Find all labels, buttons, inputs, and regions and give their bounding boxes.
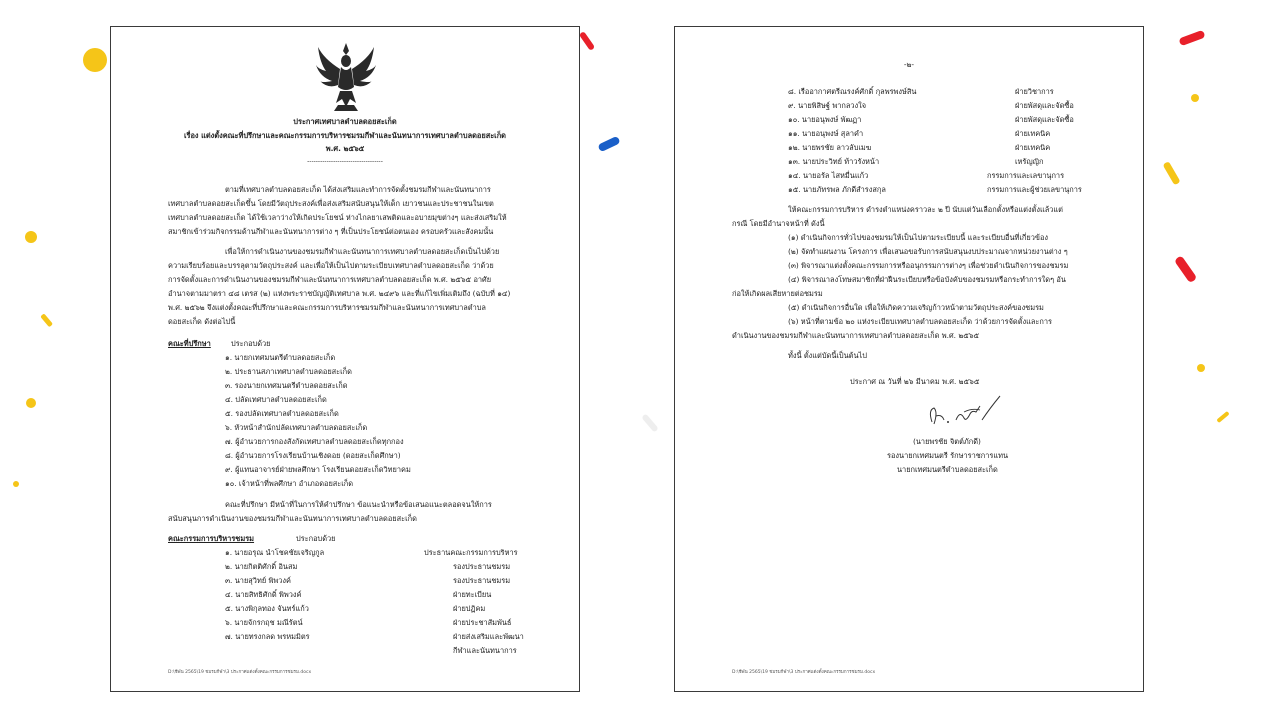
advisor-item: ๕. รองปลัดเทศบาลตำบลดอยสะเก็ด — [225, 409, 339, 418]
committee-member-name: ๗. นายทรงกลด พรหมมิตร — [225, 632, 310, 641]
advisor-item: ๑. นายกเทศมนตรีตำบลดอยสะเก็ด — [225, 353, 336, 362]
document-page-2 — [674, 26, 1144, 692]
separator-line: ----------------------------------- — [307, 158, 383, 165]
paragraph2-line: ดอยสะเก็ด ดังต่อไปนี้ — [168, 317, 236, 326]
committee-member-role-continued: กีฬาและนันทนาการ — [453, 646, 517, 655]
committee-member-name: ๑๒. นายพรชัย ลาวลับเมฆ — [788, 143, 872, 152]
advisor-item: ๘. ผู้อำนวยการโรงเรียนบ้านเชิงดอย (ดอยสะเก็ดศึกษา) — [225, 451, 401, 460]
committee-member-role: กรรมการและเลขานุการ — [987, 171, 1065, 180]
file-path-footer: D:\ชีฬน 2565\19 ชมรมกีฬา\3 ประกาศแต่งตั้งคณะกรรมการชมรม.docx — [732, 670, 876, 675]
advisor-item: ๔. ปลัดเทศบาลตำบลดอยสะเก็ด — [225, 395, 327, 404]
paragraph2-line: อำนาจตามมาตรา ๔๘ เตรส (๒) แห่งพระราชบัญญัติเทศบาล พ.ศ. ๒๔๙๖ และที่แก้ไขเพิ่มเติมถึง (ฉบับที่ ๑๔) — [168, 289, 511, 298]
advisors-duty-line: สนับสนุนการดำเนินงานของชมรมกีฬาและนันทนาการเทศบาลตำบลดอยสะเก็ด — [168, 514, 417, 523]
duty-item: (๖) หน้าที่ตามข้อ ๒๐ แห่งระเบียบเทศบาลตำบลดอยสะเก็ด ว่าด้วยการจัดตั้งและการ — [788, 317, 1052, 326]
committee-member-role: กรรมการและผู้ช่วยเลขานุการ — [987, 185, 1082, 194]
paragraph2-line: เพื่อให้การดำเนินงานของชมรมกีฬาและนันทนาการเทศบาลตำบลดอยสะเก็ดเป็นไปด้วย — [225, 247, 500, 256]
committee-member-role: ฝ่ายปฏิคม — [453, 604, 486, 613]
term-paragraph-line: ให้คณะกรรมการบริหาร ดำรงตำแหน่งคราวละ ๒ ปี นับแต่วันเลือกตั้งหรือแต่งตั้งแล้วแต่ — [788, 205, 1063, 214]
committee-member-role: รองประธานชมรม — [453, 576, 511, 585]
committee-member-role: ฝ่ายวิชาการ — [1015, 87, 1054, 96]
committee-member-name: ๑๔. นายอรัล ไสหมื่นแก้ว — [788, 171, 869, 180]
committee-member-role: เหรัญญิก — [1015, 157, 1044, 166]
committee-member-role: ฝ่ายพัสดุและจัดซื้อ — [1015, 115, 1074, 124]
paragraph2-line: การจัดตั้งและการดำเนินงานของชมรมกีฬาและนันทนาการเทศบาลตำบลดอยสะเก็ด พ.ศ. ๒๕๖๕ อาศัย — [168, 275, 492, 284]
paragraph1-line: สมาชิกเข้าร่วมกิจกรรมด้านกีฬาและนันทนาการต่าง ๆ ที่เป็นประโยชน์ต่อตนเอง ครอบครัวและสังคมนั้น — [168, 227, 494, 236]
duty-item: (๑) ดำเนินกิจการทั่วไปของชมรมให้เป็นไปตามระเบียบนี้ และระเบียบอื่นที่เกี่ยวข้อง — [788, 233, 1048, 242]
committee-member-name: ๒. นายกิตติศักดิ์ อินสม — [225, 562, 298, 571]
effective-statement: ทั้งนี้ ตั้งแต่บัดนี้เป็นต้นไป — [788, 351, 867, 360]
committee-member-name: ๕. นางพิกุลทอง จันทร์แก้ว — [225, 604, 309, 613]
committee-member-role: ฝ่ายเทคนิค — [1015, 129, 1051, 138]
advisor-item: ๓. รองนายกเทศมนตรีตำบลดอยสะเก็ด — [225, 381, 348, 390]
committee-member-name: ๘. เรืออากาศตรีณรงค์ศักดิ์ กุลพรพงษ์สิน — [788, 87, 917, 96]
committee-heading: คณะกรรมการบริหารชมรม — [168, 534, 255, 543]
paragraph2-line: พ.ศ. ๒๕๖๒ จึงแต่งตั้งคณะที่ปรึกษาและคณะกรรมการบริหารชมรมกีฬาและนันทนาการเทศบาลตำบล — [168, 303, 486, 312]
announcement-date: ประกาศ ณ วันที่ ๒๖ มีนาคม พ.ศ. ๒๕๖๕ — [850, 377, 980, 386]
advisor-item: ๒. ประธานสภาเทศบาลตำบลดอยสะเก็ด — [225, 367, 352, 376]
document-page-1 — [110, 26, 580, 692]
committee-member-name: ๑๓. นายประวิทย์ ท้าวรังหน้า — [788, 157, 880, 166]
advisor-item: ๑๐. เจ้าหน้าที่พลศึกษา อำเภอดอยสะเก็ด — [225, 479, 354, 488]
committee-intro: ประกอบด้วย — [296, 534, 336, 543]
advisor-item: ๖. หัวหน้าสำนักปลัดเทศบาลตำบลดอยสะเก็ด — [225, 423, 368, 432]
duty-item: ก่อให้เกิดผลเสียหายต่อชมรม — [732, 289, 823, 298]
committee-member-name: ๑๑. นายอนุพงษ์ สุลาคำ — [788, 129, 864, 138]
committee-member-role: รองประธานชมรม — [453, 562, 511, 571]
paragraph2-line: ความเรียบร้อยและบรรลุตามวัตถุประสงค์ และเพื่อให้เป็นไปตามระเบียบเทศบาลตำบลดอยสะเก็ด ว่าด้วย — [168, 261, 494, 270]
committee-member-name: ๔. นายสิทธิศักดิ์ พิพวงค์ — [225, 590, 302, 599]
advisor-item: ๙. ผู้แทนอาจารย์ฝ่ายพลศึกษา โรงเรียนดอยสะเก็ดวิทยาคม — [225, 465, 411, 474]
duty-item: (๒) จัดทำแผนงาน โครงการ เพื่อเสนอขอรับการสนับสนุนงบประมาณจากหน่วยงานต่าง ๆ — [788, 247, 1068, 256]
announcement-subject: เรื่อง แต่งตั้งคณะที่ปรึกษาและคณะกรรมการบริหารชมรมกีฬาและนันทนาการเทศบาลตำบลดอยสะเก็ด — [184, 131, 506, 140]
announcement-title: ประกาศเทศบาลตำบลดอยสะเก็ด — [293, 117, 397, 126]
duty-item: (๔) พิจารณาลงโทษสมาชิกที่ฝ่าฝืนระเบียบหรือข้อบังคับของชมรมหรือกระทำการใดๆ อัน — [788, 275, 1066, 284]
signer-title-line: นายกเทศมนตรีตำบลดอยสะเก็ด — [897, 465, 998, 474]
paragraph1-line: เทศบาลตำบลดอยสะเก็ดขึ้น โดยมีวัตถุประสงค์เพื่อส่งเสริมสนับสนุนให้เด็ก เยาวชนและประชาชนในเขต — [168, 199, 494, 208]
committee-member-name: ๖. นายจักรกฤช มณีรัตน์ — [225, 618, 303, 627]
signer-title-line: รองนายกเทศมนตรี รักษาราชการแทน — [887, 451, 1009, 460]
duty-item: ดำเนินงานของชมรมกีฬาและนันทนาการเทศบาลตำบลดอยสะเก็ด พ.ศ. ๒๕๖๕ — [732, 331, 980, 340]
announcement-year: พ.ศ. ๒๕๖๕ — [325, 144, 365, 153]
handwritten-signature — [920, 392, 1010, 432]
duty-item: (๓) พิจารณาแต่งตั้งคณะกรรมการหรืออนุกรรมการต่างๆ เพื่อช่วยดำเนินกิจการของชมรม — [788, 261, 1069, 270]
committee-member-name: ๑๕. นายภัทรพล ภักดีสำรงสกุล — [788, 185, 886, 194]
advisors-duty-line: คณะที่ปรึกษา มีหน้าที่ในการให้คำปรึกษา ข้อแนะนำหรือข้อเสนอแนะตลอดจนให้การ — [225, 500, 492, 509]
term-paragraph-line: กรณี โดยมีอำนาจหน้าที่ ดังนี้ — [732, 219, 825, 228]
committee-member-role: ฝ่ายพัสดุและจัดซื้อ — [1015, 101, 1074, 110]
duty-item: (๕) ดำเนินกิจการอื่นใด เพื่อให้เกิดความเจริญก้าวหน้าตามวัตถุประสงค์ของชมรม — [788, 303, 1044, 312]
committee-member-role: ฝ่ายส่งเสริมและพัฒนา — [453, 632, 524, 641]
file-path-footer: D:\ชีฬน 2565\19 ชมรมกีฬา\3 ประกาศแต่งตั้งคณะกรรมการชมรม.docx — [168, 670, 312, 675]
advisor-item: ๗. ผู้อำนวยการกองสังกัดเทศบาลตำบลดอยสะเก็ดทุกกอง — [225, 437, 404, 446]
committee-member-role: ประธานคณะกรรมการบริหาร — [424, 548, 518, 557]
committee-member-role: ฝ่ายทะเบียน — [453, 590, 492, 599]
committee-member-name: ๑. นายอรุณ นำโชคชัยเจริญกูล — [225, 548, 325, 557]
advisors-heading: คณะที่ปรึกษา — [168, 339, 211, 348]
signer-name: (นายพรชัย จิตต์ภักดี) — [913, 437, 981, 446]
committee-member-role: ฝ่ายประชาสัมพันธ์ — [453, 618, 512, 627]
paragraph1-line: ตามที่เทศบาลตำบลดอยสะเก็ด ได้ส่งเสริมและทำการจัดตั้งชมรมกีฬาและนันทนาการ — [225, 185, 491, 194]
advisors-intro: ประกอบด้วย — [231, 339, 271, 348]
page-number: -๒- — [903, 60, 915, 69]
paragraph1-line: เทศบาลตำบลดอยสะเก็ด ได้ใช้เวลาว่างให้เกิดประโยชน์ ห่างไกลยาเสพติดและอบายมุขต่างๆ และส่งเสริมให้ — [168, 213, 507, 222]
garuda-emblem-icon — [314, 41, 378, 113]
committee-member-name: ๓. นายสุวิทย์ พิพวงค์ — [225, 576, 291, 585]
committee-member-role: ฝ่ายเทคนิค — [1015, 143, 1051, 152]
committee-member-name: ๑๐. นายอนุพงษ์ พัฒฏา — [788, 115, 862, 124]
committee-member-name: ๙. นายพิสิษฐ์ พากลวงใจ — [788, 101, 867, 110]
